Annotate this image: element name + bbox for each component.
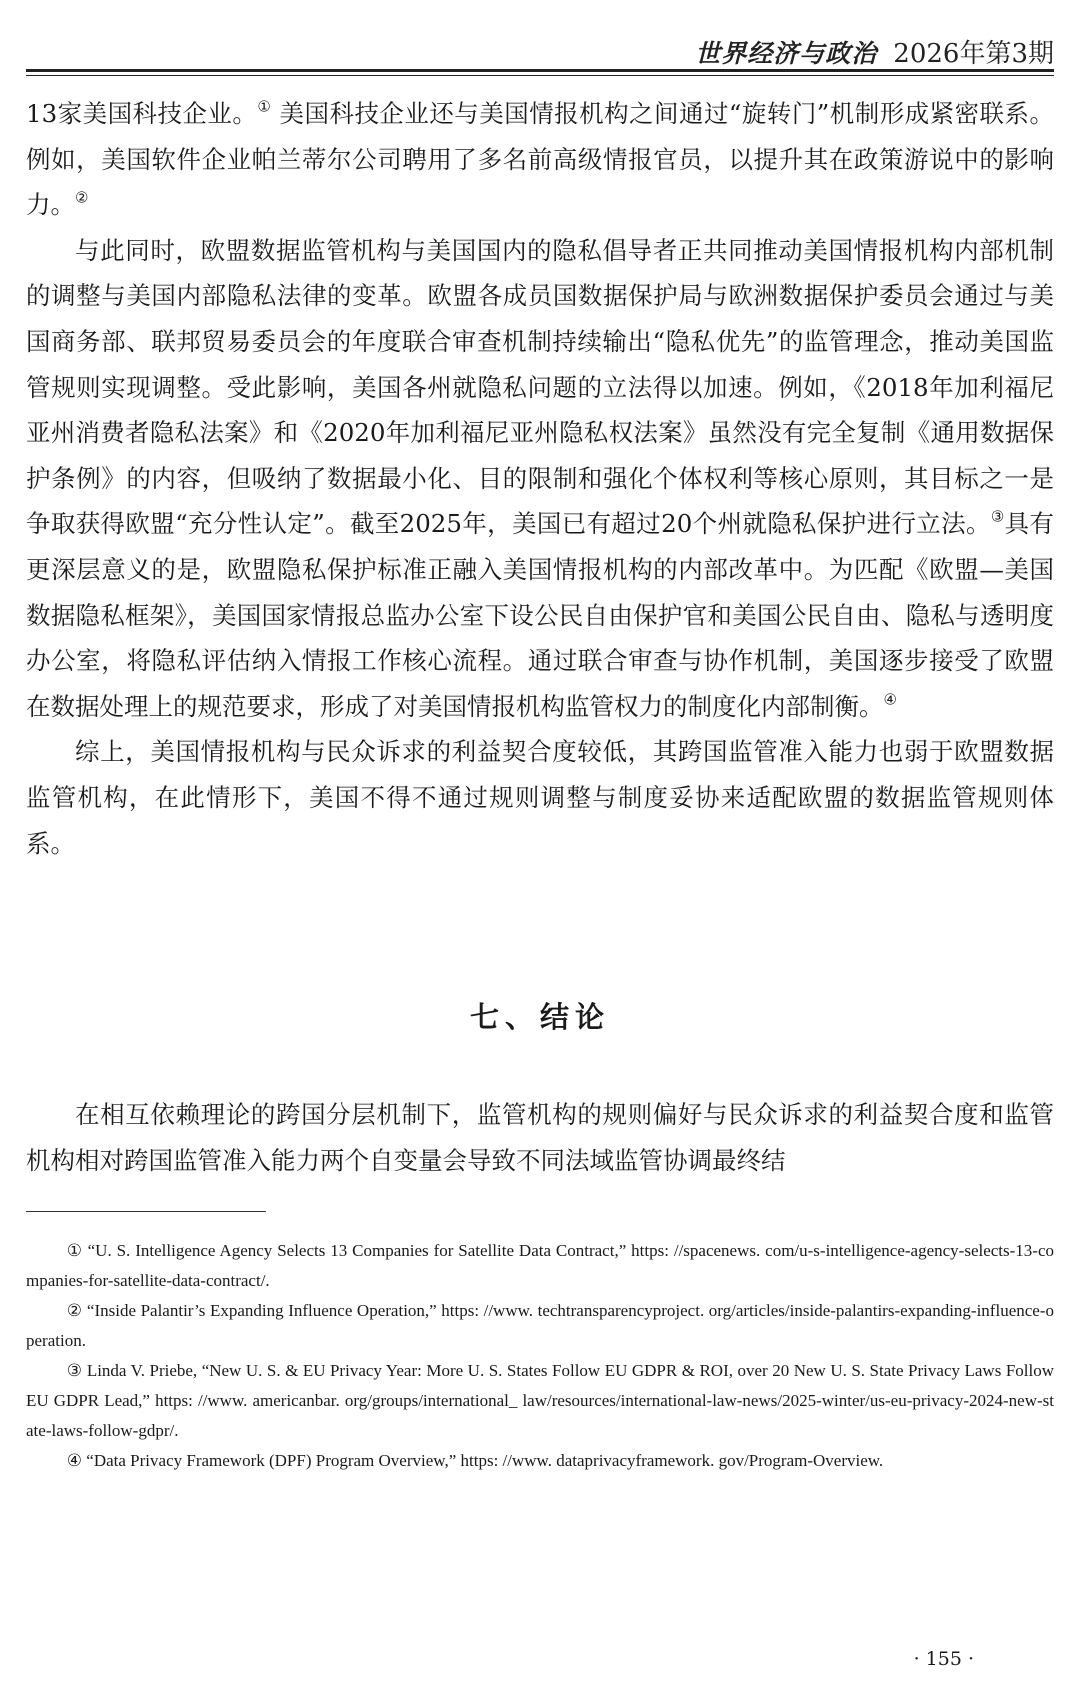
footnote-ref-2[interactable]: ② xyxy=(75,188,89,207)
footnote-separator xyxy=(26,1211,266,1212)
header-rule-thin xyxy=(26,75,1054,76)
body-text xyxy=(26,91,1054,866)
conclusion-text xyxy=(26,1092,1054,1183)
journal-name: 世界经济与政治 xyxy=(695,39,878,68)
footnote xyxy=(26,1356,1054,1446)
footnote-marker: ③ xyxy=(66,1361,83,1380)
footnote-marker: ② xyxy=(66,1301,83,1320)
footnote-marker: ④ xyxy=(66,1451,83,1470)
footnote xyxy=(26,1236,1054,1296)
footnote-marker: ① xyxy=(66,1241,83,1260)
footnote xyxy=(26,1446,1054,1476)
footnote-ref-3[interactable]: ③ xyxy=(990,507,1005,526)
running-header xyxy=(26,14,1054,70)
footnote-ref-1[interactable]: ① xyxy=(257,97,272,116)
page-number: · 155 · xyxy=(913,1648,974,1670)
footnote-text: “Data Privacy Framework (DPF) Program Overview,” https: //www. dataprivacyframework. gov/Program-Overview. xyxy=(86,1451,884,1470)
header-rule-thick xyxy=(26,69,1054,72)
paragraph-2: 与此同时，欧盟数据监管机构与美国国内的隐私倡导者正共同推动美国情报机构内部机制的调整与美国内部隐私法律的变革。欧盟各成员国数据保护局与欧洲数据保护委员会通过与美国商务部、联邦贸易委员会的年度联合审查机制持续输出“隐私优先”的监管理念，推动美国监管规则实现调整。受此影响，美国各州就隐私问题的立法得以加速。例如，《2018年加利福尼亚州消费者隐私法案》和《2020年加利福尼亚州隐私权法案》虽然没有完全复制《通用数据保护条例》的内容，但吸纳了数据最小化、目的限制和强化个体权利等核心原则，其目标之一是争取获得欧盟“充分性认定”。截至2025年，美国已有超过20个州就隐私保护进行立法。③具有更深层意义的是，欧盟隐私保护标准正融入美国情报机构的内部改革中。为匹配《欧盟—美国数据隐私框架》，美国国家情报总监办公室下设公民自由保护官和美国公民自由、隐私与透明度办公室，将隐私评估纳入情报工作核心流程。通过联合审查与协作机制，美国逐步接受了欧盟在数据处理上的规范要求，形成了对美国情报机构监管权力的制度化内部制衡。④ xyxy=(26,235,1054,721)
issue-label: 2026年第3期 xyxy=(893,39,1054,69)
footnote xyxy=(26,1296,1054,1356)
footnotes xyxy=(26,1236,1054,1476)
paragraph-1: 13家美国科技企业。① 美国科技企业还与美国情报机构之间通过“旋转门”机制形成紧密联系。例如，美国软件企业帕兰蒂尔公司聘用了多名前高级情报官员，以提升其在政策游说中的影响力。② xyxy=(26,97,1054,220)
footnote-text: “U. S. Intelligence Agency Selects 13 Companies for Satellite Data Contract,” https: //spacenews. com/u-s-intelligence-agency-selects-13-companies-for-satellite-data-contract/. xyxy=(26,1241,1055,1290)
footnote-ref-4[interactable]: ④ xyxy=(883,690,897,709)
paragraph-3: 综上，美国情报机构与民众诉求的利益契合度较低，其跨国监管准入能力也弱于欧盟数据监管机构，在此情形下，美国不得不通过规则调整与制度妥协来适配欧盟的数据监管规则体系。 xyxy=(26,737,1054,858)
section-heading: 七、结论 xyxy=(469,1000,610,1034)
footnote-text: “Inside Palantir’s Expanding Influence Operation,” https: //www. techtransparencyproject. org/articles/inside-palantirs-expanding-influence-operation. xyxy=(26,1301,1054,1350)
footnote-text: Linda V. Priebe, “New U. S. & EU Privacy Year: More U. S. States Follow EU GDPR & ROI, over 20 New U. S. State Privacy Laws Follow EU GDPR Lead,” https: //www. americanbar. org/groups/international_ law/resources/international-law-news/2025-winter/us-eu-privacy-2024-new-state-laws-follow-gdpr/. xyxy=(26,1361,1054,1440)
conclusion-paragraph: 在相互依赖理论的跨国分层机制下，监管机构的规则偏好与民众诉求的利益契合度和监管机构相对跨国监管准入能力两个自变量会导致不同法域监管协调最终结 xyxy=(26,1100,1054,1175)
